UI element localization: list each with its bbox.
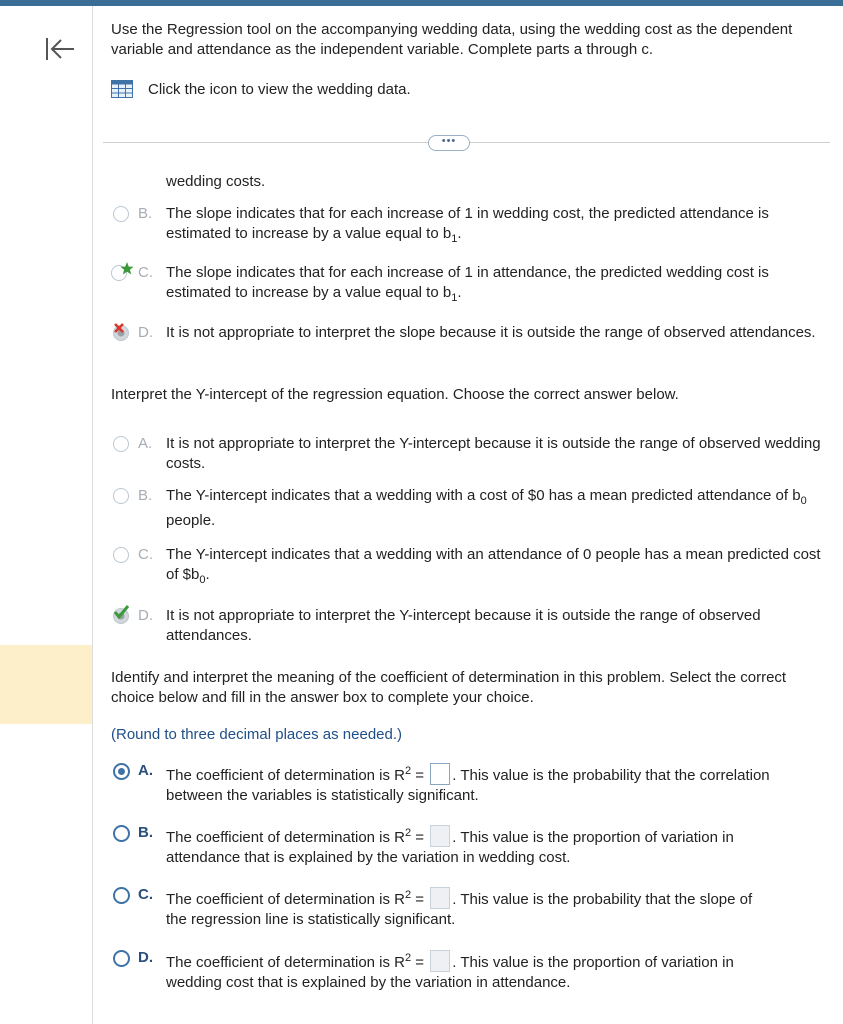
radio-button[interactable] xyxy=(113,436,129,452)
r2-answer-input[interactable] xyxy=(430,763,450,785)
top-bar xyxy=(0,0,843,6)
option-text: The coefficient of determination is $R^2$ = . This value is the proportion of variation in wedding cost that is explained by the variation in attendance. xyxy=(166,952,734,991)
option-letter: A. xyxy=(138,762,153,779)
radio-button[interactable] xyxy=(113,887,130,904)
correct-star-icon xyxy=(109,261,135,283)
wrong-x-icon xyxy=(109,321,135,343)
r2-option-d[interactable] xyxy=(111,948,826,994)
view-data-link[interactable] xyxy=(111,80,411,98)
r2-option-a[interactable] xyxy=(111,761,826,807)
r2-answer-input[interactable] xyxy=(430,887,450,909)
slope-option-d[interactable] xyxy=(111,323,826,367)
radio-button[interactable] xyxy=(113,950,130,967)
option-text: The coefficient of determination is $R^2$ = . This value is the probability that the slope of the regression line is statistically significant. xyxy=(166,889,753,928)
option-letter: B. xyxy=(138,487,153,504)
option-text: The Y-intercept indicates that a wedding with an attendance of 0 people has a mean predicted cost of $\$b_0$. xyxy=(166,546,821,586)
radio-button-selected[interactable] xyxy=(113,763,130,780)
option-text: It is not appropriate to interpret the Y-intercept because it is outside the range of observed wedding costs. xyxy=(166,435,821,472)
option-text: The slope indicates that for each increase of 1 in wedding cost, the predicted attendance is estimated to increase by a value equal to $b_1$. xyxy=(166,205,769,245)
option-text: The Y-intercept indicates that a wedding with a cost of $0 has a mean predicted attendance of $b_0$ people. xyxy=(166,487,807,529)
intercept-option-a[interactable] xyxy=(111,434,826,478)
intercept-question: Interpret the Y-intercept of the regression equation. Choose the correct answer below. xyxy=(111,386,679,403)
intercept-option-d[interactable] xyxy=(111,606,826,650)
option-letter: C. xyxy=(138,546,153,563)
r2-option-c[interactable] xyxy=(111,885,826,931)
option-text: The coefficient of determination is $R^2$ = . This value is the probability that the correlation between the variables is statistically significant. xyxy=(166,765,770,804)
option-letter: B. xyxy=(138,824,153,841)
r2-answer-input[interactable] xyxy=(430,950,450,972)
collapse-back-icon[interactable] xyxy=(44,36,76,62)
r2-option-b[interactable] xyxy=(111,823,826,869)
instructions: Use the Regression tool on the accompanying wedding data, using the wedding cost as the dependent variable and attendance as the independent variable. Complete parts a through c. xyxy=(111,21,793,58)
option-letter: D. xyxy=(138,949,153,966)
option-letter: C. xyxy=(138,264,153,281)
option-letter: C. xyxy=(138,886,153,903)
option-letter: D. xyxy=(138,324,153,341)
option-text: The slope indicates that for each increase of 1 in attendance, the predicted wedding cost is estimated to increase by a value equal to $b_1$. xyxy=(166,264,769,304)
intercept-option-b[interactable] xyxy=(111,486,826,530)
view-data-label: Click the icon to view the wedding data. xyxy=(148,80,411,98)
r2-question: Identify and interpret the meaning of the coefficient of determination in this problem. Select the correct choice below and fill in the answer box to complete your choice. xyxy=(111,669,787,706)
slope-option-b[interactable] xyxy=(111,204,826,248)
rounding-hint: (Round to three decimal places as needed.) xyxy=(111,726,403,743)
option-text: The coefficient of determination is $R^2$ = . This value is the proportion of variation in attendance that is explained by the variation in wedding cost. xyxy=(166,827,734,866)
option-letter: B. xyxy=(138,205,153,222)
slope-option-c[interactable] xyxy=(111,263,826,307)
option-text: It is not appropriate to interpret the Y-intercept because it is outside the range of observed attendances. xyxy=(166,607,761,644)
r2-answer-input[interactable] xyxy=(430,825,450,847)
intercept-option-c[interactable] xyxy=(111,545,826,589)
radio-button[interactable] xyxy=(113,488,129,504)
radio-button[interactable] xyxy=(113,206,129,222)
data-table-icon[interactable] xyxy=(111,80,133,98)
correct-check-icon xyxy=(109,604,135,626)
option-letter: A. xyxy=(138,435,153,452)
radio-button[interactable] xyxy=(113,547,129,563)
gutter-divider xyxy=(92,6,93,1024)
option-letter: D. xyxy=(138,607,153,624)
option-text: It is not appropriate to interpret the slope because it is outside the range of observed attendances. xyxy=(166,324,816,341)
slope-option-a-continuation: wedding costs. xyxy=(166,173,266,190)
expand-button[interactable]: ••• xyxy=(428,135,470,151)
radio-button[interactable] xyxy=(113,825,130,842)
current-part-highlight xyxy=(0,645,92,724)
